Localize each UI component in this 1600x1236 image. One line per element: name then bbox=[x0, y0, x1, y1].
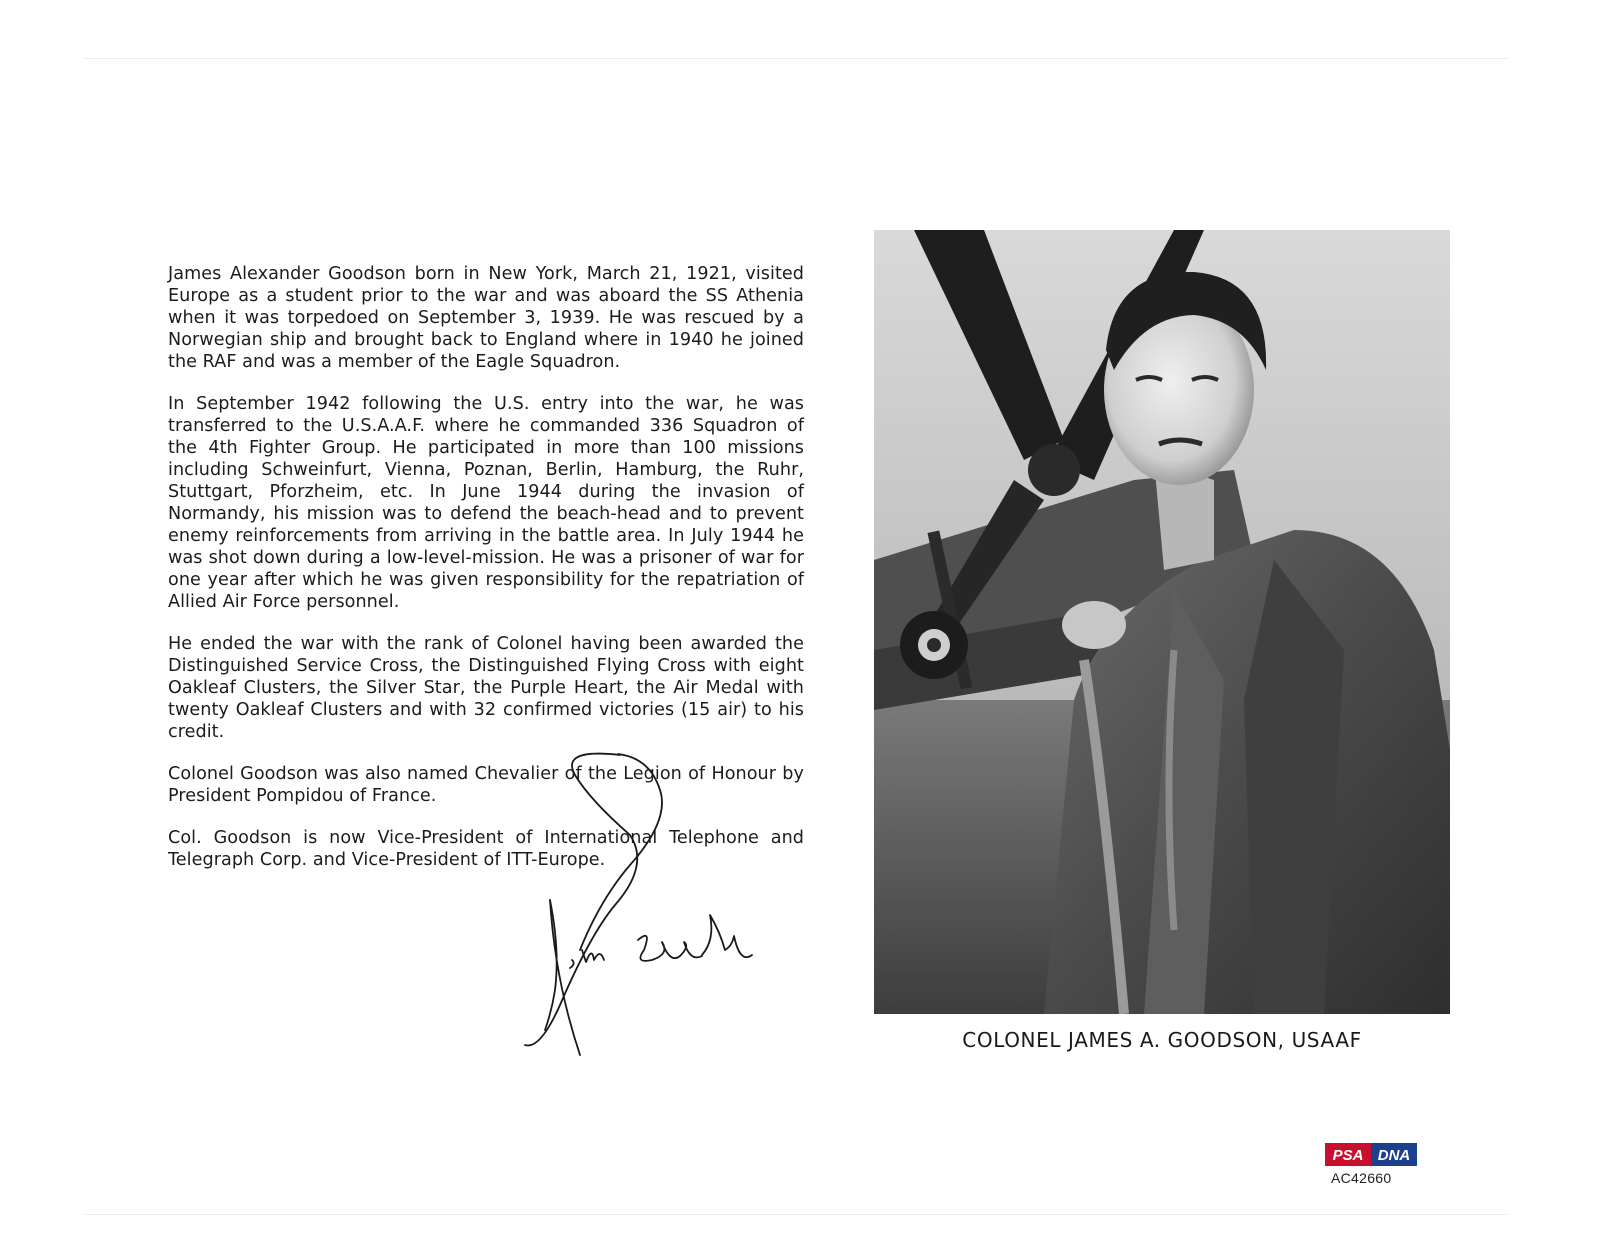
bio-paragraph-5: Col. Goodson is now Vice-President of International Telephone and Telegraph Corp. and Vice-President of ITT-Europe. bbox=[168, 828, 804, 870]
svg-text:DNA: DNA bbox=[1377, 1147, 1411, 1164]
bottom-divider bbox=[84, 1214, 1508, 1215]
bio-paragraph-2: In September 1942 following the U.S. entry into the war, he was transferred to the U.S.A.A.F. where he commanded 336 Squadron of the 4th Fighter Group. He participated in more than 100 missions including Schweinfurt, Vienna, Poznan, Berlin, Hamburg, the Ruhr, Stuttgart, Pforzheim, etc. In June 1944 during the invasion of Normandy, his mission was to defend the beach-head and to prevent enemy reinforcements from arriving in the battle area. In July 1944 he was shot down during a low-level-mission. He was a prisoner of war for one year after which he was given responsibility for the repatriation of Allied Air Force personnel. bbox=[168, 394, 804, 612]
autograph-signature bbox=[520, 750, 820, 1090]
bio-paragraph-3: He ended the war with the rank of Colonel having been awarded the Distinguished Service Cross, the Distinguished Flying Cross with eight Oakleaf Clusters, the Silver Star, the Purple Heart, the Air Medal with twenty Oakleaf Clusters and with 32 confirmed victories (15 air) to his credit. bbox=[168, 634, 804, 742]
certificate-number: AC42660 bbox=[1331, 1170, 1392, 1186]
bio-paragraph-1: James Alexander Goodson born in New York, March 21, 1921, visited Europe as a student prior to the war and was aboard the SS Athenia when it was torpedoed on September 3, 1939. He was rescued by a Norwegian ship and brought back to England where in 1940 he joined the RAF and was a member of the Eagle Squadron. bbox=[168, 264, 804, 372]
photo-caption: COLONEL JAMES A. GOODSON, USAAF bbox=[962, 1028, 1362, 1052]
svg-text:PSA: PSA bbox=[1332, 1147, 1364, 1164]
portrait-photo bbox=[874, 230, 1450, 1014]
psa-dna-logo bbox=[1325, 1143, 1417, 1166]
bio-paragraph-4: Colonel Goodson was also named Chevalier of the Legion of Honour by President Pompidou of France. bbox=[168, 764, 804, 806]
top-divider bbox=[84, 58, 1508, 59]
